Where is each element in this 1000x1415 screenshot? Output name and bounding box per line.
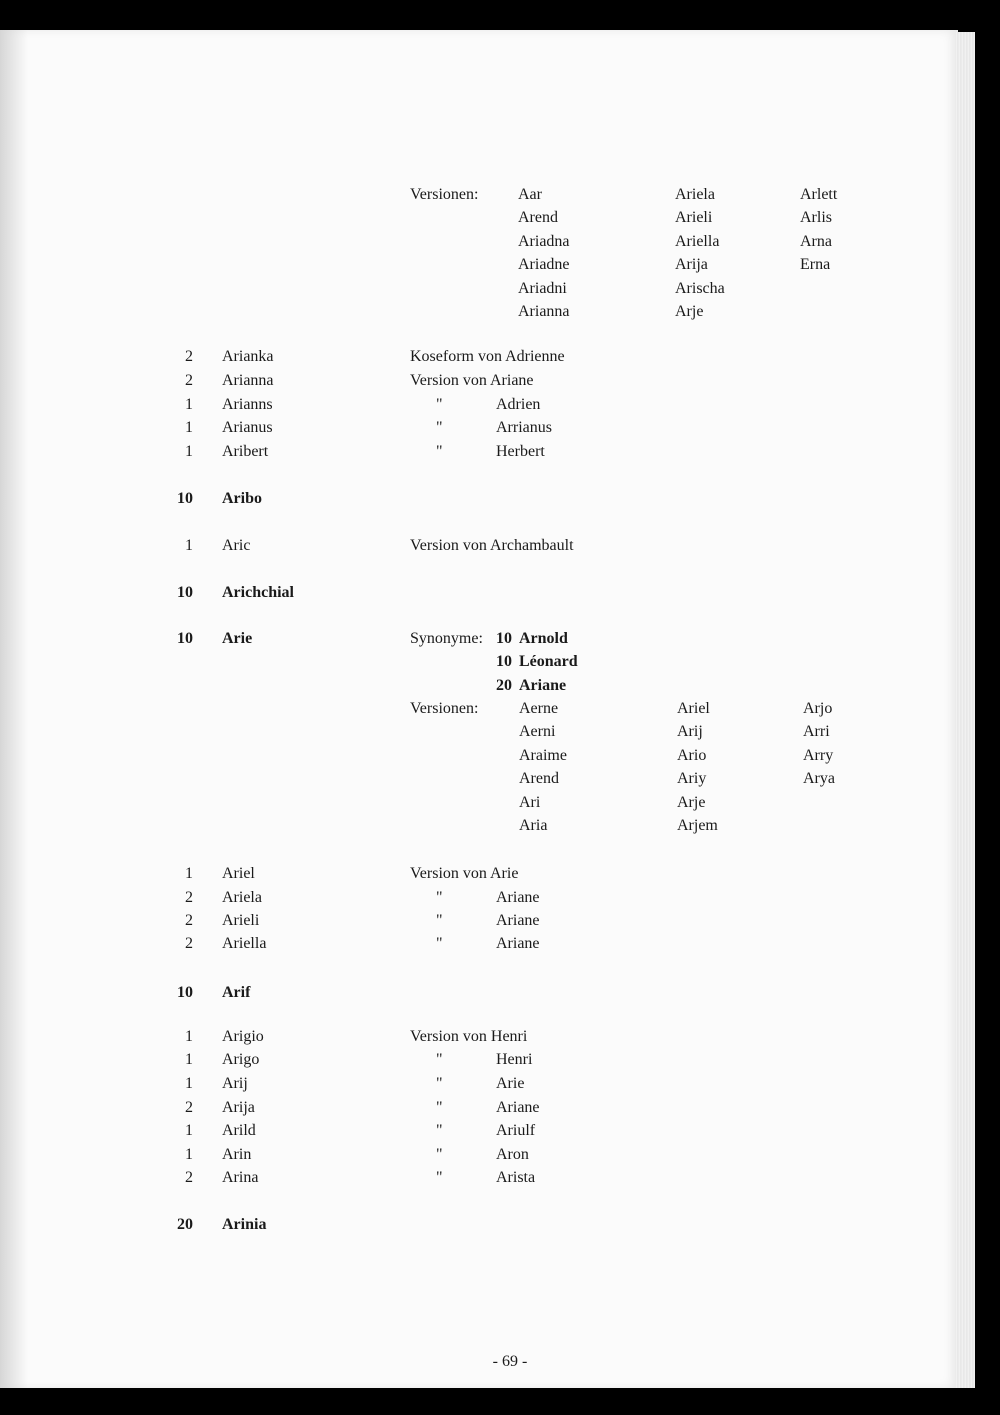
page-number: - 69 - xyxy=(492,1353,528,1370)
entry-count: 1 xyxy=(185,1122,193,1139)
entry-name: Aric xyxy=(222,537,251,554)
entry-name: Arianns xyxy=(222,396,273,413)
version-name: Arna xyxy=(800,233,832,250)
entry-name: Arieli xyxy=(222,912,260,929)
entry-count: 1 xyxy=(185,396,193,413)
ditto-mark: " xyxy=(436,1075,443,1092)
version-name: Arri xyxy=(803,723,830,740)
entry-count: 2 xyxy=(185,372,193,389)
binding-shadow xyxy=(0,30,28,1388)
version-name: Arry xyxy=(803,747,834,764)
entry-name: Arin xyxy=(222,1146,252,1163)
entry-ref: Ariane xyxy=(496,1099,540,1116)
entry-ref: Adrien xyxy=(496,396,541,413)
version-name: Erna xyxy=(800,256,831,273)
version-name: Arianna xyxy=(518,303,570,320)
version-name: Arjo xyxy=(803,700,833,717)
entry-name: Aribo xyxy=(222,490,262,507)
ditto-mark: " xyxy=(436,1051,443,1068)
version-name: Arjem xyxy=(677,817,718,834)
version-name: Arje xyxy=(675,303,704,320)
entry-count: 2 xyxy=(185,348,193,365)
entry-name: Arif xyxy=(222,984,251,1001)
synonym-name: Ariane xyxy=(519,677,567,694)
entry-count: 1 xyxy=(185,443,193,460)
entry-count: 1 xyxy=(185,1075,193,1092)
version-name: Aerne xyxy=(519,700,559,717)
ditto-mark: " xyxy=(436,1099,443,1116)
version-name: Arija xyxy=(675,256,708,273)
ditto-mark: " xyxy=(436,1122,443,1139)
page-edges xyxy=(955,32,975,1388)
entry-count: 2 xyxy=(185,1169,193,1186)
version-name: Ariel xyxy=(677,700,710,717)
entry-note: Version von Arie xyxy=(410,865,519,882)
ditto-mark: " xyxy=(436,1169,443,1186)
synonym-count: 20 xyxy=(496,677,512,694)
entry-name: Ariella xyxy=(222,935,267,952)
ditto-mark: " xyxy=(436,443,443,460)
entry-count: 2 xyxy=(185,912,193,929)
version-name: Ariadna xyxy=(518,233,570,250)
version-name: Araime xyxy=(519,747,567,764)
version-name: Aar xyxy=(518,186,542,203)
entry-name: Arij xyxy=(222,1075,248,1092)
entry-count: 2 xyxy=(185,935,193,952)
entry-ref: Aron xyxy=(496,1146,529,1163)
version-name: Ariela xyxy=(675,186,715,203)
entry-name: Arianus xyxy=(222,419,273,436)
entry-name: Arianna xyxy=(222,372,274,389)
entry-count: 10 xyxy=(177,984,193,1001)
entry-name: Arigo xyxy=(222,1051,260,1068)
ditto-mark: " xyxy=(436,396,443,413)
version-name: Arje xyxy=(677,794,706,811)
entry-name: Ariel xyxy=(222,865,255,882)
versions-label: Versionen: xyxy=(410,700,479,717)
ditto-mark: " xyxy=(436,1146,443,1163)
entry-count: 2 xyxy=(185,1099,193,1116)
entry-ref: Henri xyxy=(496,1051,533,1068)
version-name: Arieli xyxy=(675,209,713,226)
entry-count: 1 xyxy=(185,1051,193,1068)
version-name: Ariy xyxy=(677,770,707,787)
version-name: Ari xyxy=(519,794,541,811)
entry-ref: Ariane xyxy=(496,912,540,929)
entry-count: 1 xyxy=(185,865,193,882)
ditto-mark: " xyxy=(436,889,443,906)
entry-name: Arija xyxy=(222,1099,255,1116)
synonym-name: Arnold xyxy=(519,630,568,647)
entry-ref: Arie xyxy=(496,1075,525,1092)
version-name: Aria xyxy=(519,817,548,834)
ditto-mark: " xyxy=(436,912,443,929)
entry-name: Arigio xyxy=(222,1028,264,1045)
version-name: Arend xyxy=(518,209,558,226)
entry-name: Arichchial xyxy=(222,584,294,601)
entry-ref: Arista xyxy=(496,1169,536,1186)
synonym-count: 10 xyxy=(496,630,512,647)
version-name: Arya xyxy=(803,770,835,787)
entry-ref: Ariulf xyxy=(496,1122,536,1139)
entry-note: Version von Ariane xyxy=(410,372,534,389)
entry-name: Arie xyxy=(222,630,253,647)
entry-name: Arina xyxy=(222,1169,259,1186)
entry-count: 1 xyxy=(185,1028,193,1045)
version-name: Arischa xyxy=(675,280,725,297)
entry-note: Version von Archambault xyxy=(410,537,574,554)
entry-name: Arianka xyxy=(222,348,274,365)
entry-note: Koseform von Adrienne xyxy=(410,348,565,365)
synonym-count: 10 xyxy=(496,653,512,670)
version-name: Aerni xyxy=(519,723,556,740)
version-name: Arij xyxy=(677,723,703,740)
entry-count: 20 xyxy=(177,1216,193,1233)
entry-ref: Ariane xyxy=(496,889,540,906)
ditto-mark: " xyxy=(436,419,443,436)
entry-count: 2 xyxy=(185,889,193,906)
entry-note: Version von Henri xyxy=(410,1028,528,1045)
synonym-name: Léonard xyxy=(519,653,578,670)
version-name: Arlett xyxy=(800,186,838,203)
version-name: Ario xyxy=(677,747,707,764)
versions-label: Versionen: xyxy=(410,186,479,203)
entry-count: 10 xyxy=(177,630,193,647)
version-name: Ariadne xyxy=(518,256,570,273)
entry-count: 1 xyxy=(185,537,193,554)
ditto-mark: " xyxy=(436,935,443,952)
entry-ref: Herbert xyxy=(496,443,545,460)
entry-count: 1 xyxy=(185,419,193,436)
entry-ref: Arrianus xyxy=(496,419,552,436)
version-name: Arend xyxy=(519,770,559,787)
version-name: Ariella xyxy=(675,233,720,250)
entry-name: Aribert xyxy=(222,443,269,460)
entry-count: 10 xyxy=(177,490,193,507)
version-name: Arlis xyxy=(800,209,832,226)
entry-name: Ariela xyxy=(222,889,262,906)
entry-count: 10 xyxy=(177,584,193,601)
entry-count: 1 xyxy=(185,1146,193,1163)
entry-name: Arild xyxy=(222,1122,256,1139)
version-name: Ariadni xyxy=(518,280,567,297)
synonyms-label: Synonyme: xyxy=(410,630,483,647)
entry-name: Arinia xyxy=(222,1216,267,1233)
entry-ref: Ariane xyxy=(496,935,540,952)
